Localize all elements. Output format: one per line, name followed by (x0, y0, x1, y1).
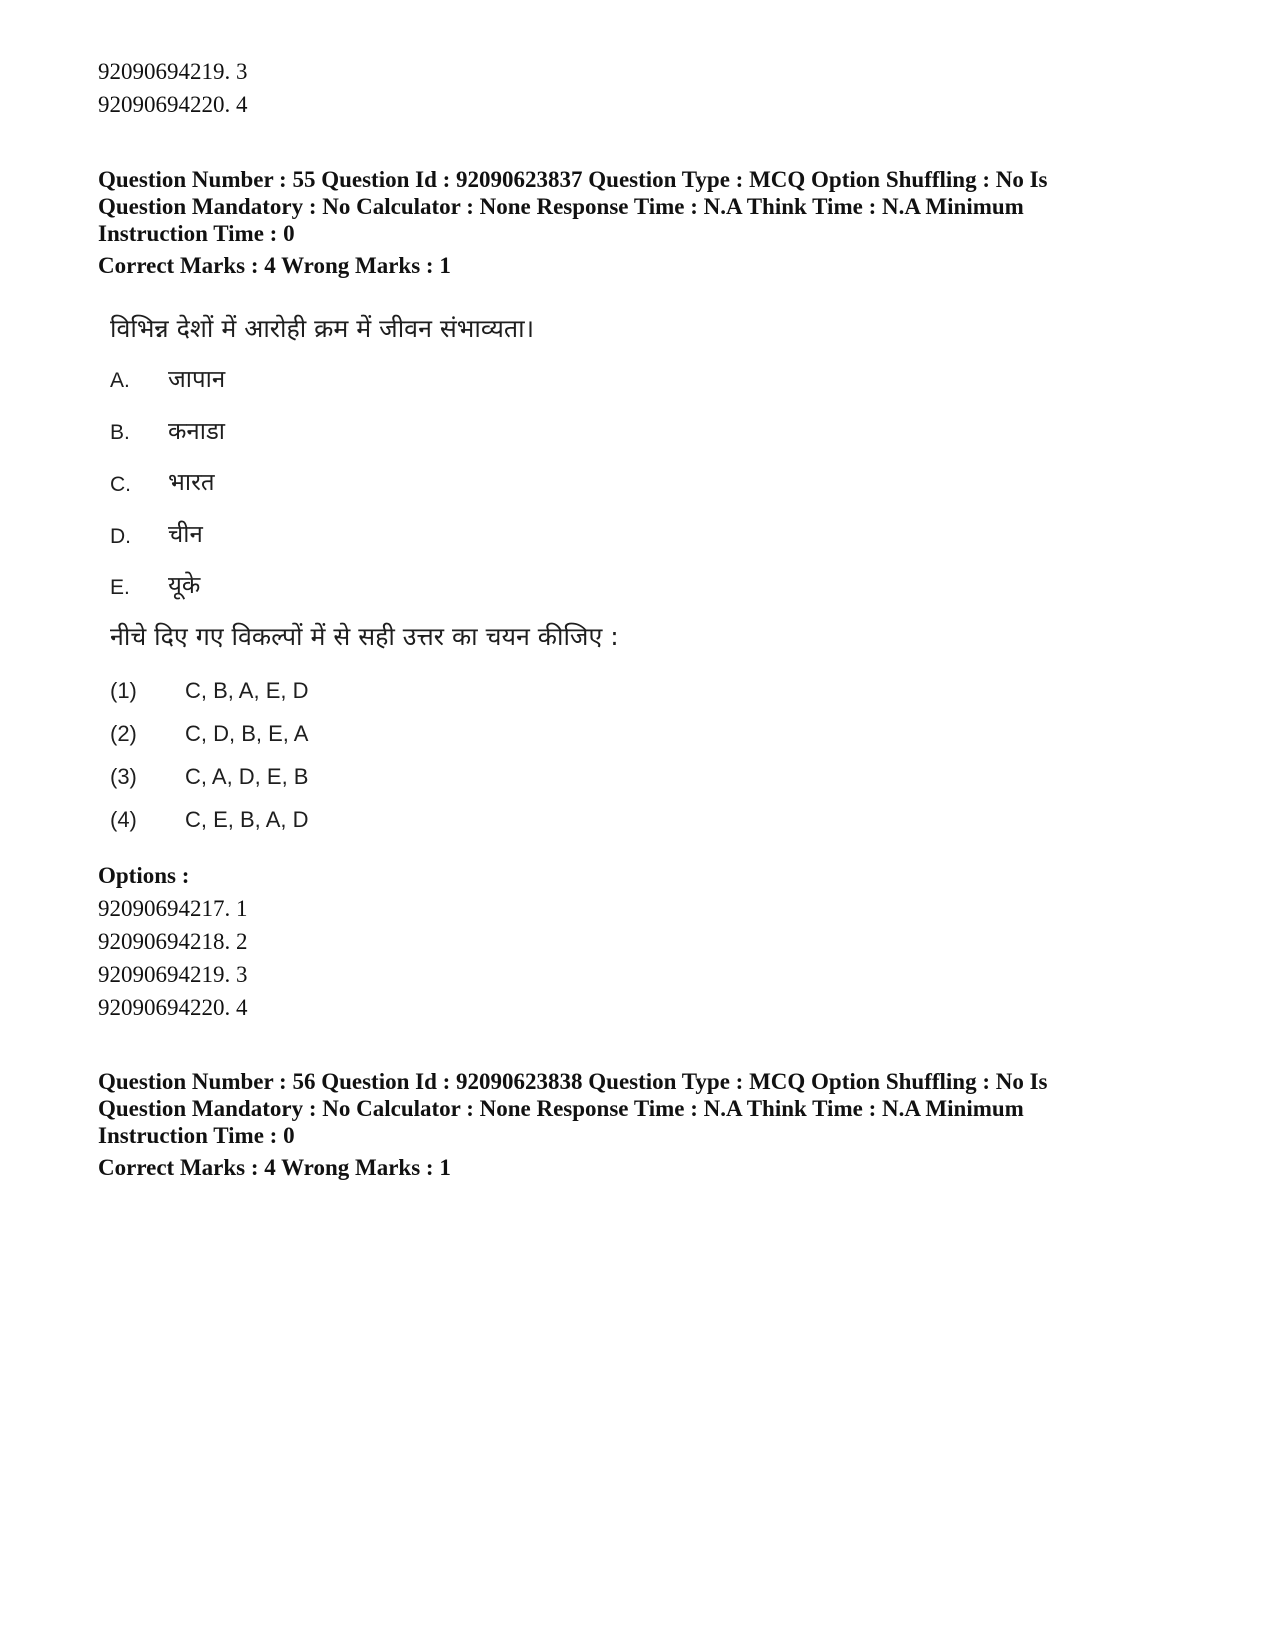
q55-header-line-1: Question Number : 55 Question Id : 92090623837 Question Type : MCQ Option Shuffling : No Is (98, 167, 1048, 192)
q55-choice-text: C, D, B, E, A (185, 721, 309, 746)
q55-item-letter: E. (110, 576, 130, 599)
q55-option: 92090694218. 2 (98, 929, 248, 954)
q55-item-letter: B. (110, 421, 130, 444)
q56-header-line-3: Instruction Time : 0 (98, 1123, 295, 1148)
q55-instruction: नीचे दिए गए विकल्पों में से सही उत्तर का चयन कीजिए : (110, 622, 619, 651)
q55-choice-text: C, B, A, E, D (185, 678, 309, 703)
q55-header-line-3: Instruction Time : 0 (98, 221, 295, 246)
q56-marks: Correct Marks : 4 Wrong Marks : 1 (98, 1155, 451, 1180)
q55-choice-number: (3) (110, 764, 137, 789)
q55-choice-number: (2) (110, 721, 137, 746)
q55-choice-text: C, A, D, E, B (185, 764, 309, 789)
q55-item-text: चीन (168, 520, 203, 548)
q55-option: 92090694220. 4 (98, 995, 248, 1020)
q55-question-stem: विभिन्न देशों में आरोही क्रम में जीवन संभाव्यता। (110, 314, 535, 343)
q56-header-line-1: Question Number : 56 Question Id : 92090623838 Question Type : MCQ Option Shuffling : No Is (98, 1069, 1048, 1094)
q55-item-letter: A. (110, 369, 130, 392)
prev-option-4: 92090694220. 4 (98, 92, 248, 117)
q55-choice-number: (4) (110, 807, 137, 832)
q55-item-letter: C. (110, 473, 131, 496)
q55-choice-text: C, E, B, A, D (185, 807, 309, 832)
q55-header-line-2: Question Mandatory : No Calculator : None Response Time : N.A Think Time : N.A Minimum (98, 194, 1024, 219)
q56-header-line-2: Question Mandatory : No Calculator : None Response Time : N.A Think Time : N.A Minimum (98, 1096, 1024, 1121)
prev-option-3: 92090694219. 3 (98, 59, 248, 84)
q55-choice-number: (1) (110, 678, 137, 703)
q55-item-text: भारत (168, 468, 215, 496)
q55-item-text: जापान (168, 365, 226, 393)
q55-options-label: Options : (98, 863, 190, 888)
q55-marks: Correct Marks : 4 Wrong Marks : 1 (98, 253, 451, 278)
q55-option: 92090694219. 3 (98, 962, 248, 987)
q55-item-text: यूके (168, 571, 201, 599)
q55-item-letter: D. (110, 525, 131, 548)
q55-option: 92090694217. 1 (98, 896, 248, 921)
q55-item-text: कनाडा (168, 417, 226, 445)
